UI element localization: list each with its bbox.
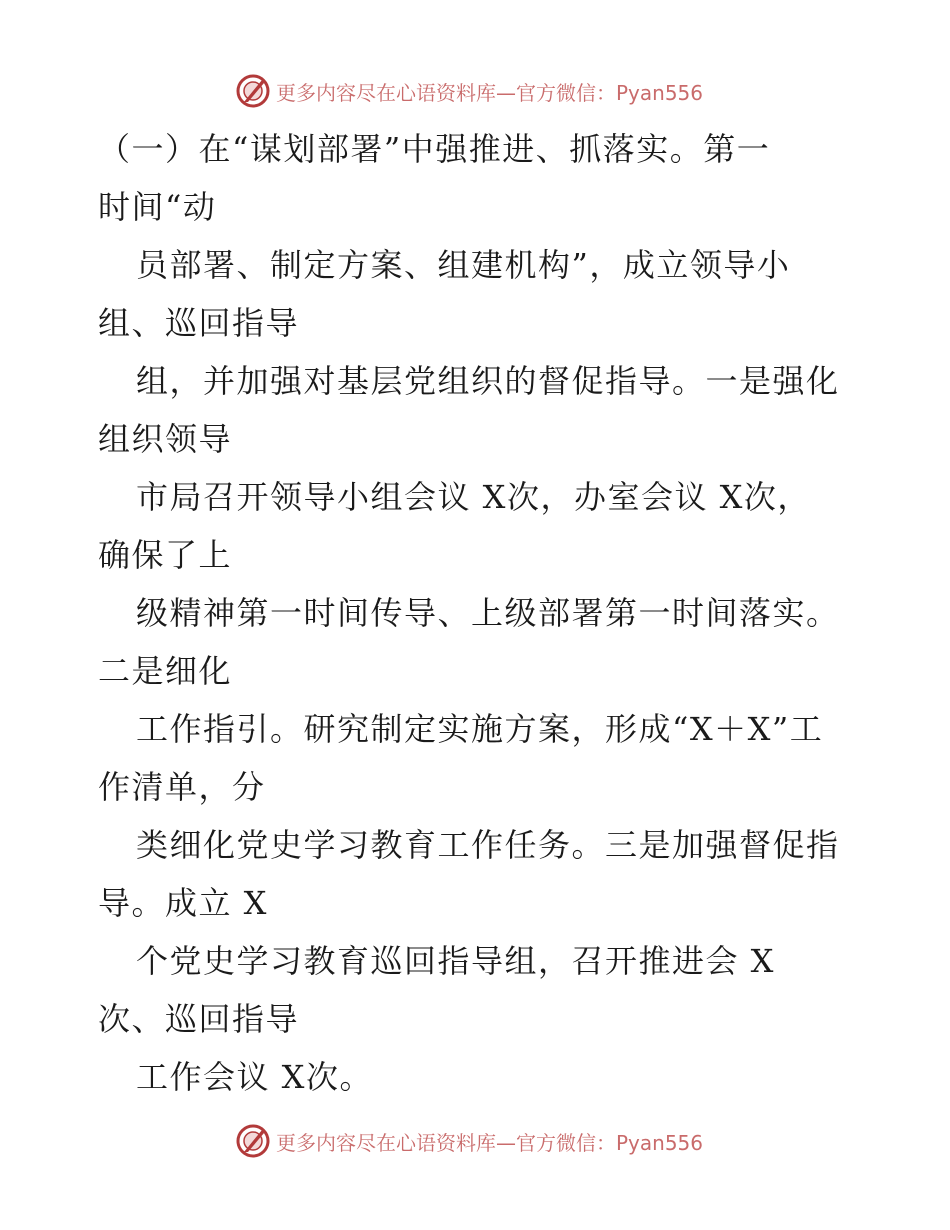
quill-logo-icon xyxy=(236,74,270,108)
text-line: 类细化党史学习教育工作任务。三是加强督促指 xyxy=(136,826,840,864)
text-line: 二是细化 xyxy=(98,652,233,690)
text-line: 组织领导 xyxy=(98,420,233,458)
watermark-text: 更多内容尽在心语资料库—官方微信：Pyan556 xyxy=(276,1130,704,1155)
text-line: 作清单，分 xyxy=(98,768,266,806)
footer-watermark xyxy=(236,1124,703,1158)
text-line: 级精神第一时间传导、上级部署第一时间落实。 xyxy=(136,594,840,632)
text-line: 组、巡回指导 xyxy=(98,304,300,342)
text-line: （一）在“谋划部署”中强推进、抓落实。第一 xyxy=(98,130,771,168)
text-line: 时间“动 xyxy=(98,188,217,226)
text-line: 确保了上 xyxy=(98,536,233,574)
text-line: 市局召开领导小组会议 X次，办室会议 X次， xyxy=(136,478,811,516)
text-line: 工作指引。研究制定实施方案，形成“X＋X”工 xyxy=(136,710,824,748)
text-line: 个党史学习教育巡回指导组，召开推进会 X xyxy=(136,942,775,980)
text-line: 组，并加强对基层党组织的督促指导。一是强化 xyxy=(136,362,840,400)
text-line: 员部署、制定方案、组建机构”，成立领导小 xyxy=(136,246,791,284)
watermark-text: 更多内容尽在心语资料库—官方微信：Pyan556 xyxy=(276,80,704,105)
header-watermark xyxy=(236,74,703,108)
text-line: 工作会议 X次。 xyxy=(136,1058,373,1096)
text-line: 导。成立 X xyxy=(98,884,268,922)
quill-logo-icon xyxy=(236,1124,270,1158)
text-line: 次、巡回指导 xyxy=(98,1000,300,1038)
